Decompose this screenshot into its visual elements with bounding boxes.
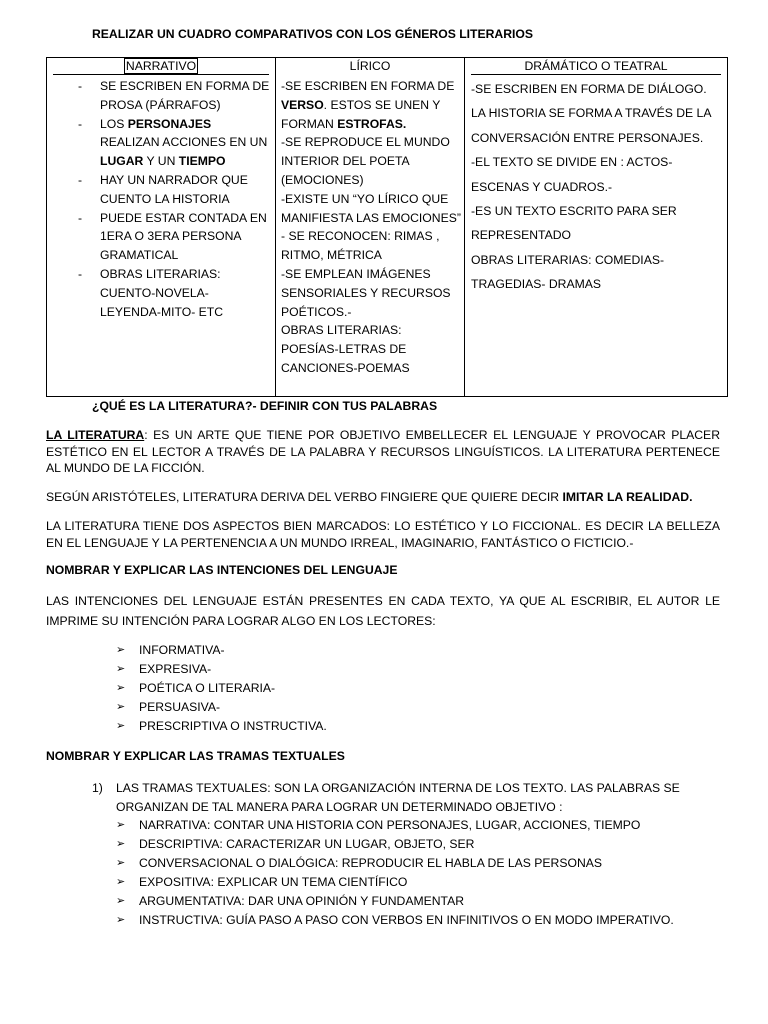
line-bold: VERSO (281, 97, 324, 112)
list-item (55, 171, 273, 209)
line-text: . ESTOS SE UNEN Y FORMAN (281, 97, 441, 131)
item-text: OBRAS LITERARIAS: CUENTO-NOVELA- LEYENDA-MITO- ETC (100, 266, 224, 319)
definition-paragraph (46, 427, 720, 477)
arrow-bullet-icon: ➢ (116, 644, 126, 656)
column-lirico (276, 58, 465, 396)
item-bold: PERSONAJES (127, 116, 212, 131)
list-item (116, 816, 674, 835)
item-text: PERSUASIVA- (139, 699, 221, 714)
header-narrativo (53, 58, 269, 75)
item-text: INSTRUCTIVA: GUÍA PASO A PASO CON VERBOS EN INFINITIVOS O EN MODO IMPERATIVO. (139, 912, 674, 927)
header-lirico: LÍRICO (349, 59, 391, 73)
item-text: DESCRIPTIVA: CARACTERIZAR UN LUGAR, OBJETO, SER (139, 836, 475, 851)
arrow-bullet-icon: ➢ (116, 719, 126, 732)
item-text: ARGUMENTATIVA: DAR UNA OPINIÓN Y FUNDAMENTAR (139, 893, 465, 908)
list-item (116, 911, 674, 930)
dash-bullet: - (78, 116, 83, 131)
arrow-bullet-icon: ➢ (116, 662, 126, 675)
list-item (55, 209, 273, 265)
tramas-heading: NOMBRAR Y EXPLICAR LAS TRAMAS TEXTUALES (46, 749, 345, 763)
lirico-line (281, 77, 461, 133)
list-item (116, 679, 327, 698)
item-number: 1) (92, 781, 103, 795)
item-bold: LUGAR (100, 154, 144, 169)
lirico-line: -EXISTE UN “YO LÍRICO QUE MANIFIESTA LAS EMOCIONES” (281, 191, 461, 225)
narrativo-list (55, 77, 273, 321)
item-text: EXPRESIVA- (139, 661, 212, 676)
intenciones-list (116, 641, 327, 736)
line-bold: ESTROFAS. (337, 116, 407, 131)
item-text: PUEDE ESTAR CONTADA EN 1ERA O 3ERA PERSONA GRAMATICAL (100, 210, 267, 263)
dash-bullet: - (78, 266, 83, 281)
aristoteles-bold: IMITAR LA REALIDAD. (562, 490, 693, 504)
item-text: EXPOSITIVA: EXPLICAR UN TEMA CIENTÍFICO (139, 874, 408, 889)
list-item (116, 717, 327, 736)
definition-term: LA LITERATURA (46, 428, 145, 442)
lirico-text (281, 77, 461, 378)
dramatico-line: -ES UN TEXTO ESCRITO PARA SER REPRESENTADO (471, 204, 677, 243)
item-text: Y UN (143, 154, 179, 169)
definition-text: : ES UN ARTE QUE TIENE POR OBJETIVO EMBELLECER EL LENGUAJE Y PROVOCAR PLACER ESTÉTICO EN EL LECTOR A TRAVÉS DE LA PALABRA Y RECURSOS LINGUÍSTICOS. LA LITERATURA PERTENECE AL MUNDO DE LA FICCIÓN. (46, 428, 720, 475)
dramatico-text (471, 77, 721, 297)
item-text: NARRATIVA: CONTAR UNA HISTORIA CON PERSONAJES, LUGAR, ACCIONES, TIEMPO (139, 818, 641, 832)
arrow-bullet-icon: ➢ (116, 837, 126, 850)
item-text: POÉTICA O LITERARIA- (139, 680, 276, 695)
question-heading: ¿QUÉ ES LA LITERATURA?- DEFINIR CON TUS PALABRAS (92, 399, 438, 413)
lirico-line: - SE RECONOCEN: RIMAS , RITMO, MÉTRICA (281, 229, 440, 263)
item-bold: TIEMPO (178, 154, 226, 169)
aristoteles-text: SEGÚN ARISTÓTELES, LITERATURA DERIVA DEL VERBO FINGIERE QUE QUIERE DECIR (46, 490, 563, 504)
list-item (116, 641, 327, 660)
lirico-line: -SE EMPLEAN IMÁGENES SENSORIALES Y RECURSOS POÉTICOS.- (281, 266, 451, 319)
item-text: HAY UN NARRADOR QUE CUENTO LA HISTORIA (100, 172, 248, 206)
dramatico-line: LA HISTORIA SE FORMA A TRAVÉS DE LA CONVERSACIÓN ENTRE PERSONAJES. (471, 106, 711, 145)
tramas-text: LAS TRAMAS TEXTUALES: SON LA ORGANIZACIÓN INTERNA DE LOS TEXTO. LAS PALABRAS SE ORGANIZAN DE TAL MANERA PARA LOGRAR UN DETERMINADO OBJETIVO : (116, 781, 680, 814)
item-text: PRESCRIPTIVA O INSTRUCTIVA. (139, 718, 327, 733)
column-dramatico (465, 58, 727, 396)
lirico-line: -SE REPRODUCE EL MUNDO INTERIOR DEL POETA (EMOCIONES) (281, 135, 450, 187)
dramatico-line: -SE ESCRIBEN EN FORMA DE DIÁLOGO. (471, 82, 707, 96)
list-item (55, 265, 273, 321)
arrow-bullet-icon: ➢ (116, 819, 126, 831)
column-narrativo (47, 58, 276, 396)
list-item (55, 77, 273, 115)
item-text: REALIZAN ACCIONES EN UN (100, 135, 268, 150)
header-dramatico: DRÁMÁTICO O TEATRAL (471, 58, 721, 75)
arrow-bullet-icon: ➢ (116, 894, 126, 907)
item-text: LOS (100, 116, 128, 131)
dash-bullet: - (78, 172, 83, 187)
dash-bullet: - (78, 210, 83, 225)
intenciones-heading: NOMBRAR Y EXPLICAR LAS INTENCIONES DEL LENGUAJE (46, 563, 398, 577)
arrow-bullet-icon: ➢ (116, 856, 126, 869)
aristoteles-paragraph (46, 489, 720, 506)
list-item (55, 115, 273, 171)
item-text: SE ESCRIBEN EN FORMA DE PROSA (PÁRRAFOS) (100, 79, 270, 112)
tramas-list (116, 816, 674, 929)
arrow-bullet-icon: ➢ (116, 913, 126, 926)
list-item (116, 854, 674, 873)
arrow-bullet-icon: ➢ (116, 681, 126, 694)
line-text: -SE ESCRIBEN EN FORMA DE (281, 79, 455, 93)
header-narrativo-label: NARRATIVO (125, 59, 197, 73)
dramatico-line: -EL TEXTO SE DIVIDE EN : ACTOS-ESCENAS Y CUADROS.- (471, 155, 673, 194)
list-item (116, 873, 674, 892)
arrow-bullet-icon: ➢ (116, 700, 126, 713)
document-title: REALIZAR UN CUADRO COMPARATIVOS CON LOS GÉNEROS LITERARIOS (92, 27, 534, 41)
item-text: INFORMATIVA- (139, 643, 225, 657)
item-text: CONVERSACIONAL O DIALÓGICA: REPRODUCIR EL HABLA DE LAS PERSONAS (139, 855, 603, 870)
list-item (116, 698, 327, 717)
aspectos-paragraph: LA LITERATURA TIENE DOS ASPECTOS BIEN MARCADOS: LO ESTÉTICO Y LO FICCIONAL. ES DECIR LA BELLEZA EN EL LENGUAJE Y LA PERTENENCIA A UN MUNDO IRREAL, IMAGINARIO, FANTÁSTICO O FICTICIO.- (46, 519, 720, 550)
dramatico-line: OBRAS LITERARIAS: COMEDIAS-TRAGEDIAS- DRAMAS (471, 252, 665, 292)
comparison-table (46, 57, 728, 397)
tramas-numbered-item (92, 779, 692, 816)
list-item (116, 835, 674, 854)
list-item (116, 892, 674, 911)
list-item (116, 660, 327, 679)
dash-bullet: - (78, 79, 83, 93)
lirico-line: OBRAS LITERARIAS: POESÍAS-LETRAS DE CANCIONES-POEMAS (281, 323, 410, 375)
intenciones-paragraph: LAS INTENCIONES DEL LENGUAJE ESTÁN PRESENTES EN CADA TEXTO, YA QUE AL ESCRIBIR, EL AUTOR LE IMPRIME SU INTENCIÓN PARA LOGRAR ALGO EN LOS LECTORES: (46, 594, 720, 628)
arrow-bullet-icon: ➢ (116, 875, 126, 888)
